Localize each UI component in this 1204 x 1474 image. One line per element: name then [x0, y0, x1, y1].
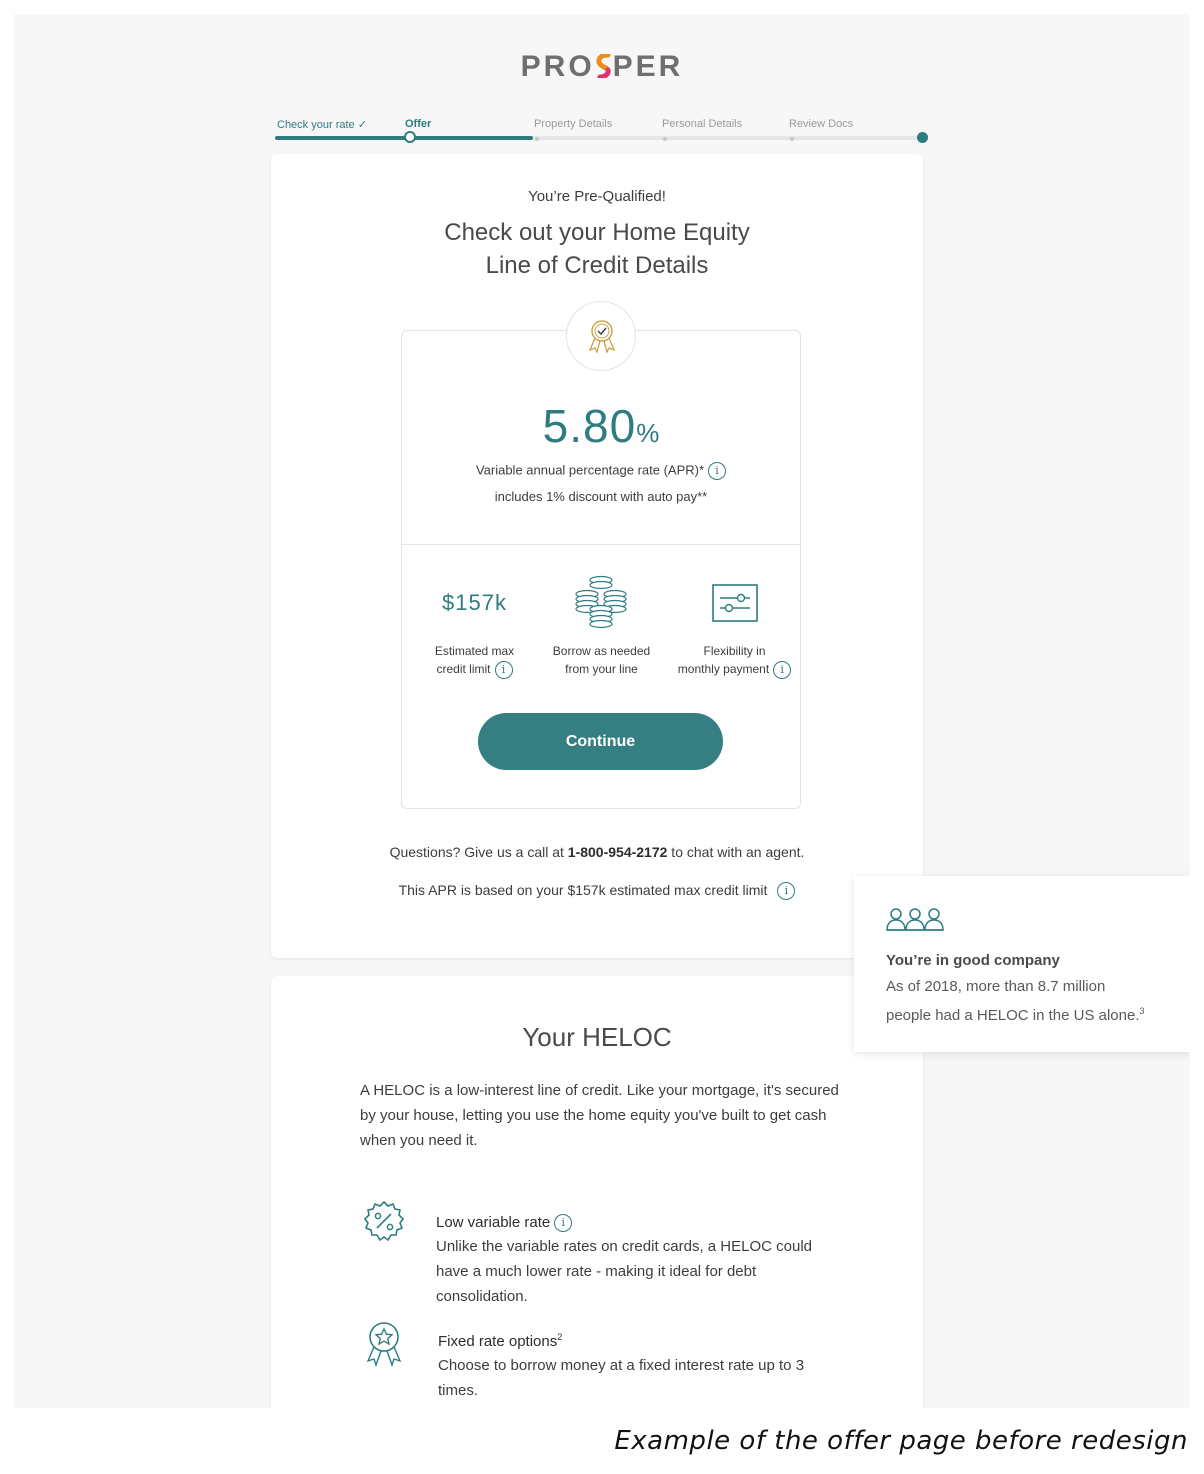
- prosper-logo[interactable]: [14, 50, 1190, 84]
- browser-viewport: [14, 14, 1190, 1408]
- star-ribbon-icon: [362, 1320, 406, 1368]
- coin-stacks-icon: [575, 575, 629, 631]
- rate-value: 5.80: [542, 400, 637, 452]
- feature-label-line-1: Flexibility in: [703, 644, 766, 658]
- heloc-title: Your HELOC: [522, 1022, 672, 1052]
- feature-label-line-1: Estimated max: [434, 644, 515, 658]
- logo-text-right: PER: [612, 50, 684, 83]
- offer-card: [271, 154, 923, 958]
- autopay-discount-note: includes 1% discount with auto pay**: [494, 489, 708, 504]
- apr-basis-info-icon[interactable]: i: [777, 882, 795, 900]
- sliders-icon: [712, 584, 758, 622]
- percent-badge-icon: [362, 1200, 406, 1244]
- benefit-description: Unlike the variable rates on credit cards, a HELOC could have a much lower rate - making it ideal for debt consolidation.: [436, 1238, 813, 1305]
- step-personal-details: Personal Details: [662, 118, 743, 130]
- benefit-title: Fixed rate options$^2$: [438, 1332, 563, 1350]
- callout-title: You’re in good company: [886, 952, 1060, 969]
- final-step-marker: [917, 132, 928, 143]
- rate-unit: %: [636, 418, 660, 448]
- headline-line-2: Line of Credit Details: [485, 252, 709, 279]
- feature-label-line-2: from your line: [565, 662, 638, 676]
- questions-text: Questions? Give us a call at 1-800-954-2172 to chat with an agent.: [389, 844, 805, 860]
- progress-stepper: [275, 118, 925, 148]
- logo-text-left: PRO: [520, 50, 595, 83]
- feature-credit-limit: [408, 574, 541, 679]
- heloc-info-card: [271, 976, 923, 1408]
- heloc-intro: A HELOC is a low-interest line of credit. Like your mortgage, it's secured by your house, letting you use the home equity you've built to get cash when you need it.: [360, 1082, 839, 1149]
- apr-basis-note: This APR is based on your $157k estimated max credit limit i: [271, 882, 923, 900]
- step-marker: [790, 137, 794, 141]
- step-property-details: Property Details: [534, 118, 613, 130]
- feature-label-line-2: credit limit: [436, 662, 491, 676]
- step-marker: [535, 137, 539, 141]
- step-marker: [663, 137, 667, 141]
- rate-box: [401, 330, 801, 809]
- image-caption: Example of the offer page before redesign: [614, 1426, 1188, 1456]
- footnote-marker: 3: [1139, 1006, 1145, 1016]
- benefit-description: Choose to borrow money at a fixed interest rate up to 3 times.: [438, 1357, 805, 1399]
- divider: [402, 544, 800, 545]
- apr-label: Variable annual percentage rate (APR)*: [475, 462, 705, 478]
- current-step-marker: [404, 131, 416, 143]
- feature-borrow-as-needed: [535, 574, 668, 678]
- callout-text: As of 2018, more than 8.7 million people had a HELOC in the US alone.$^3$: [886, 978, 1145, 1024]
- logo-s-mark-icon: [596, 52, 612, 76]
- offer-headline: [271, 216, 923, 282]
- step-check-your-rate[interactable]: Check your rate ✓: [277, 119, 367, 131]
- award-ribbon-icon: [585, 318, 619, 354]
- headline-line-1: Check out your Home Equity: [444, 219, 750, 246]
- step-offer[interactable]: Offer: [405, 118, 432, 130]
- good-company-callout: [854, 876, 1190, 1052]
- step-review-docs: Review Docs: [789, 118, 854, 130]
- apr-description: [402, 462, 800, 480]
- badge-circle: [566, 301, 636, 371]
- feature-label-line-1: Borrow as needed: [552, 644, 651, 658]
- apr-rate: [402, 399, 800, 453]
- low-rate-info-icon[interactable]: i: [554, 1214, 572, 1232]
- people-group-icon: [886, 906, 944, 932]
- continue-button[interactable]: Continue: [478, 713, 723, 770]
- apr-info-icon[interactable]: i: [708, 462, 726, 480]
- feature-label-line-2: monthly payment: [677, 662, 770, 676]
- phone-number[interactable]: 1-800-954-2172: [567, 844, 668, 860]
- credit-limit-info-icon[interactable]: i: [495, 661, 513, 679]
- prequalified-label: You’re Pre-Qualified!: [528, 188, 666, 205]
- footnote-marker: 2: [557, 1332, 563, 1342]
- feature-flexible-payment: [668, 574, 801, 679]
- payment-info-icon[interactable]: i: [773, 661, 791, 679]
- credit-limit-value: $157k: [442, 590, 507, 615]
- benefit-title: Low variable rate i: [436, 1214, 572, 1232]
